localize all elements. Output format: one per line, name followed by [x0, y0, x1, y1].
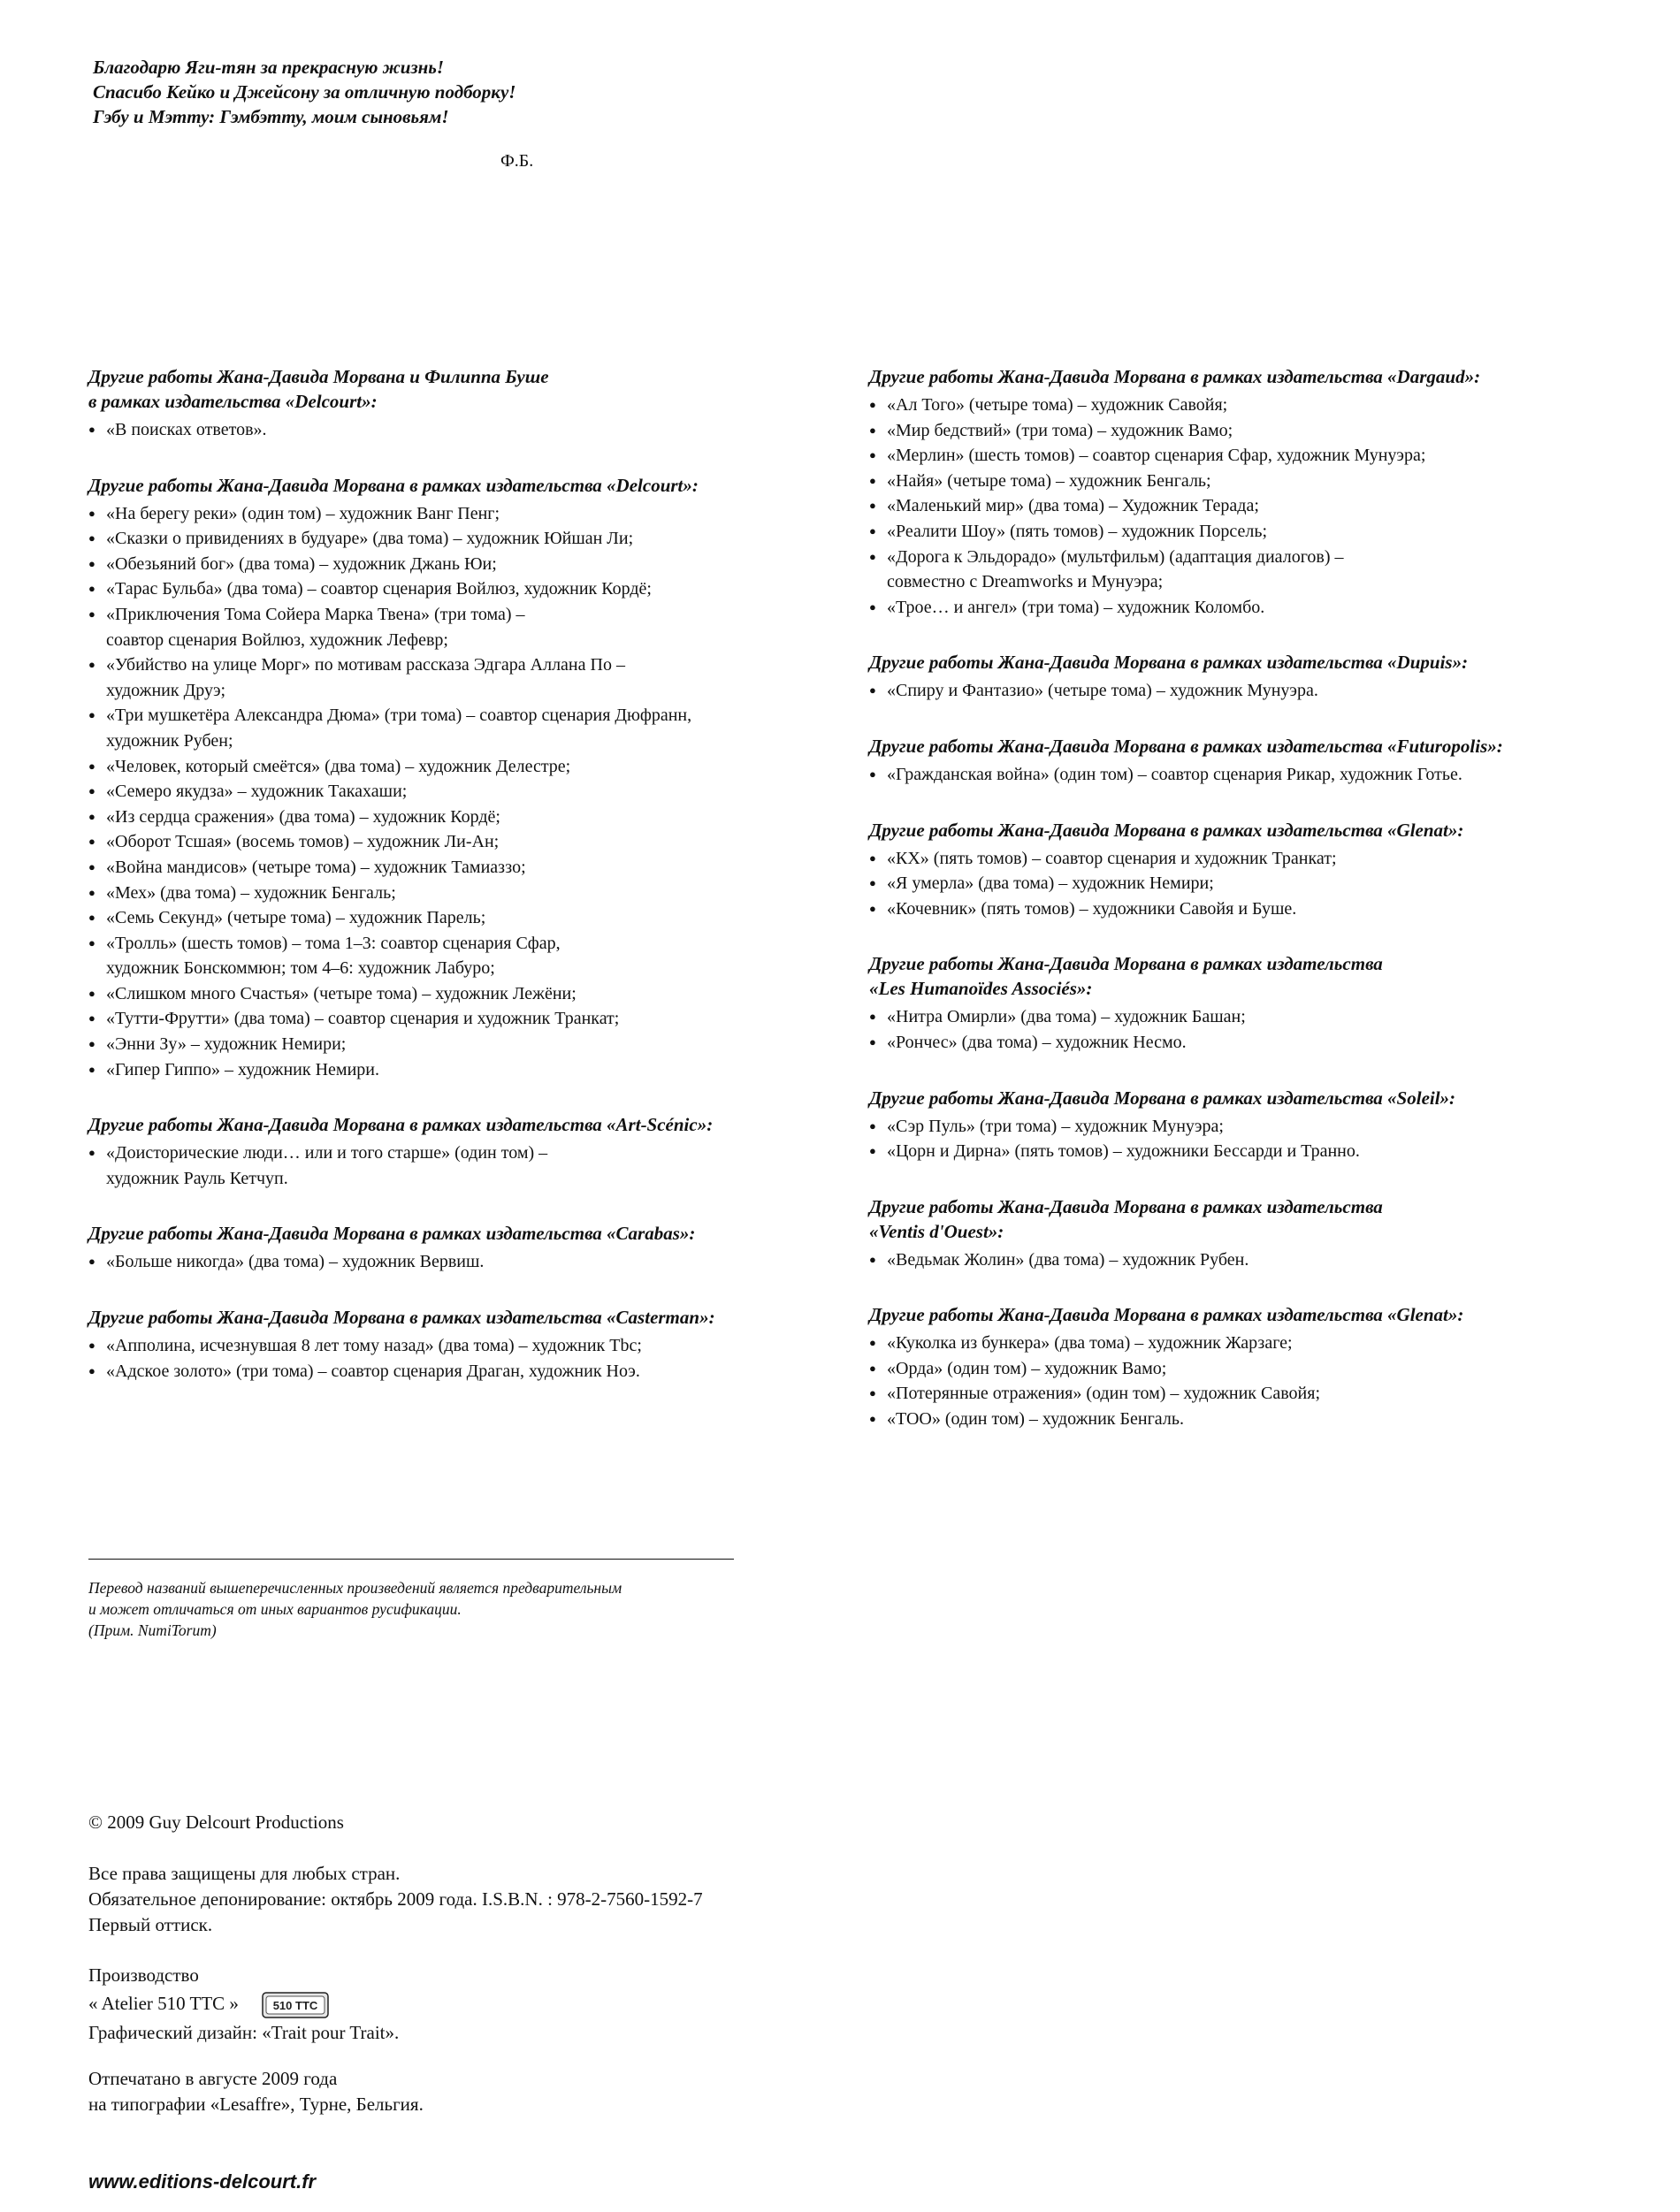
footnote-line: (Прим. NumiTorum) — [88, 1621, 217, 1639]
section-heading — [869, 1302, 1647, 1327]
work-item-text: ● «Тролль» (шесть томов) – тома 1–3: соавтор сценария Сфар, — [106, 933, 561, 953]
work-item — [88, 703, 867, 753]
work-item-text: ● «Кочевник» (пять томов) – художники Савойя и Буше. — [887, 898, 1297, 919]
section-heading-line: Другие работы Жана-Давида Морвана в рамках издательства «Glenat»: — [869, 1304, 1464, 1326]
section-heading — [88, 364, 867, 414]
work-item-text: ● «Сэр Пуль» (три тома) – художник Мунуэра; — [887, 1116, 1224, 1136]
work-item-text: ● «В поисках ответов». — [106, 420, 267, 439]
work-item — [88, 905, 867, 931]
section-heading-line: Другие работы Жана-Давида Морвана в рамках издательства — [869, 953, 1383, 975]
work-item-text: художник Рауль Кетчуп. — [106, 1168, 288, 1188]
works-list — [869, 846, 1647, 922]
footnote-rule — [88, 1559, 734, 1560]
work-item — [88, 526, 867, 552]
work-item — [88, 805, 867, 830]
work-item — [88, 881, 867, 906]
work-item-text: ● «Спиру и Фантазио» (четыре тома) – художник Мунуэра. — [887, 681, 1318, 701]
section-heading-line: Другие работы Жана-Давида Морвана в рамках издательства «Soleil»: — [869, 1087, 1456, 1109]
footnote — [88, 1577, 743, 1641]
work-item — [88, 1032, 867, 1057]
section-heading-line: «Les Humanoïdes Associés»: — [869, 978, 1093, 1000]
work-item-text: ● «Убийство на улице Морг» по мотивам рассказа Эдгара Аллана По – — [106, 655, 625, 675]
work-item — [88, 1006, 867, 1032]
work-item — [88, 501, 867, 527]
work-item — [88, 931, 867, 981]
bibliography-section — [869, 364, 1647, 620]
work-item — [88, 1249, 867, 1275]
printing-block — [88, 2066, 424, 2117]
work-item — [88, 1140, 867, 1191]
work-item — [869, 1004, 1647, 1030]
atelier-logo-text: 510 TTC — [272, 1999, 318, 2012]
dedication-line: Гэбу и Мэтту: Гэмбэтту, моим сыновьям! — [93, 106, 449, 127]
work-item-text: ● «Найя» (четыре тома) – художник Бенгаль; — [887, 470, 1211, 491]
work-item-text: ● «Куколка из бункера» (два тома) – художник Жарзаге; — [887, 1333, 1293, 1354]
work-item-text: ● «На берегу реки» (один том) – художник Ванг Пенг; — [106, 503, 500, 523]
section-heading-line: Другие работы Жана-Давида Морвана в рамках издательства — [869, 1195, 1383, 1217]
work-item-text: ● «Ведьмак Жолин» (два тома) – художник Рубен. — [887, 1249, 1249, 1270]
work-item — [88, 754, 867, 780]
production-block — [88, 1963, 399, 2046]
work-item — [88, 855, 867, 881]
work-item-text: художник Бонскоммюн; том 4–6: художник Лабуро; — [106, 958, 495, 979]
work-item-text: ● «Реалити Шоу» (пять томов) – художник Порсель; — [887, 521, 1268, 541]
work-item — [88, 652, 867, 703]
work-item — [88, 1333, 867, 1359]
bibliography-section — [869, 1194, 1647, 1273]
works-list — [869, 1004, 1647, 1055]
work-item — [869, 1247, 1647, 1273]
work-item-text: ● «Потерянные отражения» (один том) – художник Савойя; — [887, 1384, 1321, 1404]
work-item-text: ● «Маленький мир» (два тома) – Художник Терада; — [887, 496, 1259, 516]
bibliography-section — [869, 818, 1647, 922]
work-item — [88, 981, 867, 1007]
work-item — [88, 1057, 867, 1083]
section-heading-line: Другие работы Жана-Давида Морвана в рамках издательства «Casterman»: — [88, 1307, 715, 1329]
bibliography-section — [88, 1112, 867, 1191]
bibliography-section — [88, 473, 867, 1083]
section-heading — [869, 650, 1647, 675]
section-heading — [869, 951, 1647, 1001]
bibliography-section — [88, 364, 867, 443]
work-item-text: ● «Орда» (один том) – художник Вамо; — [887, 1358, 1167, 1378]
section-heading — [88, 1112, 867, 1137]
work-item-text: ● «Цорн и Дирна» (пять томов) – художники Бессарди и Транно. — [887, 1141, 1360, 1162]
section-heading-line: Другие работы Жана-Давида Морвана в рамках издательства «Art-Scénic»: — [88, 1114, 714, 1136]
work-item-text: художник Друэ; — [106, 680, 226, 700]
work-item-text: ● «Адское золото» (три тома) – соавтор сценария Драган, художник Ноэ. — [106, 1361, 640, 1381]
work-item-text: соавтор сценария Войлюз, художник Лефевр; — [106, 629, 448, 650]
production-row — [88, 1990, 399, 2020]
work-item-text: ● «Слишком много Счастья» (четыре тома) – художник Лежёни; — [106, 983, 577, 1003]
section-heading-line: Другие работы Жана-Давида Морвана в рамках издательства «Dupuis»: — [869, 652, 1469, 674]
work-item-text: ● «Три мушкетёра Александра Дюма» (три тома) – соавтор сценария Дюфранн, — [106, 706, 692, 726]
right-bibliography-column — [869, 364, 1647, 1432]
work-item — [88, 552, 867, 577]
work-item — [88, 576, 867, 602]
work-item — [869, 1381, 1647, 1407]
work-item-text: ● «Тутти-Фрутти» (два тома) – соавтор сценария и художник Транкат; — [106, 1009, 620, 1029]
printing-line: на типографии «Lesaffre», Турне, Бельгия. — [88, 2094, 424, 2115]
work-item — [869, 545, 1647, 595]
work-item-text: ● «Обезьяний бог» (два тома) – художник Джань Юи; — [106, 553, 497, 574]
section-heading-line: Другие работы Жана-Давида Морвана в рамках издательства «Dargaud»: — [869, 366, 1481, 387]
section-heading — [88, 473, 867, 498]
bibliography-section — [869, 1086, 1647, 1164]
production-label: Производство — [88, 1964, 199, 1986]
work-item — [88, 829, 867, 855]
section-heading — [88, 1305, 867, 1330]
works-list — [88, 1249, 867, 1275]
work-item-text: ● «Мерлин» (шесть томов) – соавтор сценария Сфар, художник Мунуэра; — [887, 446, 1426, 466]
work-item — [869, 493, 1647, 519]
work-item — [869, 1114, 1647, 1140]
works-list — [869, 1331, 1647, 1431]
work-item — [869, 678, 1647, 704]
work-item — [869, 1030, 1647, 1056]
section-heading — [869, 364, 1647, 389]
rights-line: Все права защищены для любых стран. — [88, 1863, 401, 1884]
printing-line: Отпечатано в августе 2009 года — [88, 2068, 338, 2089]
section-heading — [869, 1194, 1647, 1244]
work-item-text: ● «Семеро якудза» – художник Такахаши; — [106, 782, 408, 802]
work-item-text: ● «Нитра Омирли» (два тома) – художник Башан; — [887, 1007, 1246, 1027]
work-item-text: ● «Я умерла» (два тома) – художник Немири; — [887, 873, 1214, 894]
works-list — [88, 417, 867, 443]
section-heading-line: Другие работы Жана-Давида Морвана в рамках издательства «Futuropolis»: — [869, 735, 1503, 757]
work-item — [869, 393, 1647, 418]
works-list — [869, 393, 1647, 620]
works-list — [869, 1114, 1647, 1164]
work-item-text: ● «Рончес» (два тома) – художник Несмо. — [887, 1032, 1187, 1052]
work-item — [869, 443, 1647, 469]
section-heading — [869, 818, 1647, 843]
work-item — [88, 779, 867, 805]
publisher-url[interactable]: www.editions-delcourt.fr — [88, 2170, 317, 2193]
work-item-text: ● «Энни Зу» – художник Немири; — [106, 1034, 347, 1055]
section-heading — [869, 734, 1647, 759]
work-item-text: ● «Сказки о привидениях в будуаре» (два тома) – художник Юйшан Ли; — [106, 529, 634, 549]
work-item — [869, 896, 1647, 922]
work-item-text: художник Рубен; — [106, 730, 233, 751]
work-item — [869, 762, 1647, 788]
work-item-text: ● «Мех» (два тома) – художник Бенгаль; — [106, 882, 396, 903]
work-item — [869, 1407, 1647, 1432]
bibliography-section — [869, 650, 1647, 704]
work-item — [88, 602, 867, 652]
bibliography-section — [88, 1221, 867, 1275]
work-item-text: совместно с Dreamworks и Мунуэра; — [887, 572, 1164, 592]
works-list — [869, 1247, 1647, 1273]
atelier-logo — [261, 1990, 330, 2020]
section-heading-line: Другие работы Жана-Давида Морвана в рамках издательства «Delcourt»: — [88, 474, 699, 496]
bibliography-section — [869, 951, 1647, 1055]
rights-line: Обязательное депонирование: октябрь 2009 года. I.S.B.N. : 978-2-7560-1592-7 — [88, 1888, 703, 1910]
work-item-text: ● «Тарас Бульба» (два тома) – соавтор сценария Войлюз, художник Кордё; — [106, 579, 652, 599]
work-item-text: ● «Гражданская война» (один том) – соавтор сценария Рикар, художник Готье. — [887, 764, 1462, 784]
work-item — [869, 846, 1647, 872]
work-item-text: ● «Война мандисов» (четыре тома) – художник Тамиаззо; — [106, 857, 526, 877]
work-item — [869, 1356, 1647, 1382]
dedication-signature: Ф.Б. — [500, 151, 534, 171]
work-item-text: ● «Человек, который смеётся» (два тома) – художник Делестре; — [106, 756, 571, 776]
work-item-text: ● «Ал Того» (четыре тома) – художник Савойя; — [887, 395, 1228, 415]
works-list — [869, 762, 1647, 788]
section-heading — [88, 1221, 867, 1246]
work-item — [869, 871, 1647, 896]
work-item — [869, 1331, 1647, 1356]
work-item — [869, 519, 1647, 545]
work-item-text: ● «Семь Секунд» (четыре тома) – художник Парель; — [106, 908, 486, 928]
work-item-text: ● «Больше никогда» (два тома) – художник Вервиш. — [106, 1252, 485, 1272]
work-item — [869, 418, 1647, 444]
work-item-text: ● «ТОО» (один том) – художник Бенгаль. — [887, 1409, 1184, 1430]
work-item-text: ● «Приключения Тома Сойера Марка Твена» (три тома) – — [106, 604, 525, 624]
dedication-line: Благодарю Яги-тян за прекрасную жизнь! — [93, 57, 445, 78]
work-item-text: ● «Мир бедствий» (три тома) – художник Вамо; — [887, 420, 1233, 440]
works-list — [88, 1140, 867, 1191]
section-heading-line: Другие работы Жана-Давида Морвана в рамках издательства «Glenat»: — [869, 819, 1464, 841]
work-item-text: ● «Доисторические люди… или и того старше» (один том) – — [106, 1143, 548, 1163]
work-item-text: ● «Трое… и ангел» (три тома) – художник Коломбо. — [887, 597, 1265, 617]
footnote-line: и может отличаться от иных вариантов русификации. — [88, 1600, 462, 1618]
work-item — [869, 595, 1647, 621]
work-item-text: ● «Гипер Гиппо» – художник Немири. — [106, 1059, 379, 1079]
work-item — [869, 1139, 1647, 1164]
rights-block — [88, 1861, 703, 1938]
works-list — [88, 501, 867, 1083]
works-list — [88, 1333, 867, 1384]
section-heading-line: Другие работы Жана-Давида Морвана и Филиппа Буше — [88, 366, 549, 387]
work-item-text: ● «Из сердца сражения» (два тома) – художник Кордё; — [106, 806, 500, 827]
work-item-text: ● «Дорога к Эльдорадо» (мультфильм) (адаптация диалогов) – — [887, 546, 1344, 567]
work-item-text: ● «Апполина, исчезнувшая 8 лет тому назад» (два тома) – художник Tbc; — [106, 1336, 642, 1356]
work-item — [88, 1359, 867, 1384]
work-item — [869, 469, 1647, 494]
work-item — [88, 417, 867, 443]
work-item-text: ● «КХ» (пять томов) – соавтор сценария и художник Транкат; — [887, 848, 1337, 868]
rights-line: Первый оттиск. — [88, 1914, 213, 1935]
design-credit: Графический дизайн: «Trait pour Trait». — [88, 2022, 400, 2043]
bibliography-section — [869, 1302, 1647, 1431]
section-heading-line: в рамках издательства «Delcourt»: — [88, 391, 378, 412]
section-heading-line: Другие работы Жана-Давида Морвана в рамках издательства «Carabas»: — [88, 1223, 696, 1245]
work-item-text: ● «Оборот Тсшая» (восемь томов) – художник Ли-Ан; — [106, 832, 500, 852]
works-list — [869, 678, 1647, 704]
left-bibliography-column — [88, 364, 867, 1384]
production-name: « Atelier 510 TTC » — [88, 1992, 239, 2014]
dedication — [93, 55, 641, 129]
bibliography-section — [869, 734, 1647, 788]
footnote-line: Перевод названий вышеперечисленных произведений является предварительным — [88, 1579, 622, 1597]
bibliography-section — [88, 1305, 867, 1384]
section-heading — [869, 1086, 1647, 1110]
dedication-line: Спасибо Кейко и Джейсону за отличную подборку! — [93, 81, 516, 103]
section-heading-line: «Ventis d'Ouest»: — [869, 1220, 1004, 1242]
copyright: © 2009 Guy Delcourt Productions — [88, 1812, 344, 1833]
